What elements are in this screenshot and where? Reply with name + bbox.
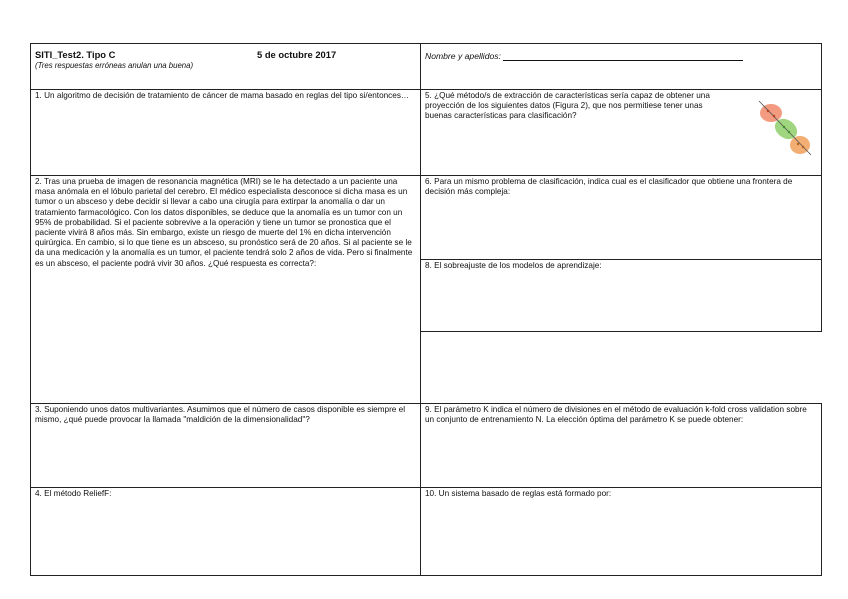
point	[773, 115, 775, 117]
name-label: Nombre y apellidos:	[425, 51, 501, 61]
question-8-text: 8. El sobreajuste de los modelos de aprendizaje:	[425, 261, 602, 270]
question-6-text: 6. Para un mismo problema de clasificación, indica cual es el clasificador que obtiene una frontera de decisión más compleja:	[425, 177, 793, 197]
question-5-wrap	[425, 91, 817, 122]
question-3-text: 3. Suponiendo unos datos multivariantes. Asumimos que el número de casos disponible es siempre el mismo, ¿qué puede provocar la llamada "maldición de la dimensionalidad"?	[35, 405, 406, 425]
question-4	[31, 488, 421, 576]
question-1	[31, 90, 421, 176]
name-field[interactable]	[425, 51, 817, 61]
question-10-text: 10. Un sistema basado de reglas está formado por:	[425, 489, 612, 498]
exam-date: 5 de octubre 2017	[257, 49, 337, 60]
question-10	[421, 488, 822, 576]
question-2	[31, 176, 421, 404]
exam-title-row	[35, 49, 416, 61]
point	[767, 110, 769, 112]
point	[802, 146, 804, 148]
question-6	[421, 176, 822, 260]
question-5-text: 5. ¿Qué método/s de extracción de características sería capaz de obtener una proyección de los siguientes datos (Figura 2), que nos permitiese tener unas buenas características para clasificación?	[425, 91, 710, 121]
header-right-cell	[421, 44, 822, 90]
figure-2-scatter	[753, 97, 815, 159]
question-9-text: 9. El parámetro K indica el número de divisiones en el método de evaluación k-fold cross validation sobre un conjunto de entrenamiento N. La elección óptima del parámetro K se puede obtener:	[425, 405, 807, 425]
point	[783, 126, 785, 128]
question-3	[31, 404, 421, 488]
question-2-text: 2. Tras una prueba de imagen de resonancia magnética (MRI) se le ha detectado a un paciente una masa anómala en el lóbulo parietal del cerebro. El médico especialista desconoce si dicha masa es un tumor o un absceso y debe decidir si llevar a cabo una cirugía para extirpar la anomalía o dar un tratamiento farmacológico. Con los datos disponibles, se deduce que la anomalía es un tumor con un 95% de probabilidad. Si el paciente sobrevive a la operación y tiene un tumor se pronostica que el paciente vivirá 8 años más. Sin embargo, existe un riesgo de muerte del 1% en dicha intervención quirúrgica. En cambio, si lo que tiene es un absceso, su pronóstico será de 20 años. Si al paciente se le da una medicación y la anomalía es un tumor, el paciente tendrá solo 2 años de vida. Pero si finalmente es un absceso, el paciente podrá vivir 30 años. ¿Qué respuesta es correcta?:	[35, 177, 413, 268]
header-left-cell	[31, 44, 421, 90]
point	[788, 131, 790, 133]
question-9	[421, 404, 822, 488]
exam-sheet	[30, 43, 822, 576]
question-1-text: 1. Un algoritmo de decisión de tratamiento de cáncer de mama basado en reglas del tipo si/entonces…	[35, 91, 410, 100]
question-8	[421, 260, 822, 332]
exam-title: SITI_Test2. Tipo C	[35, 49, 116, 60]
point	[797, 143, 799, 145]
question-4-text: 4. El método ReliefF:	[35, 489, 112, 498]
exam-instructions: (Tres respuestas erróneas anulan una buena)	[35, 61, 194, 70]
name-underline	[503, 52, 743, 61]
question-5	[421, 90, 822, 176]
